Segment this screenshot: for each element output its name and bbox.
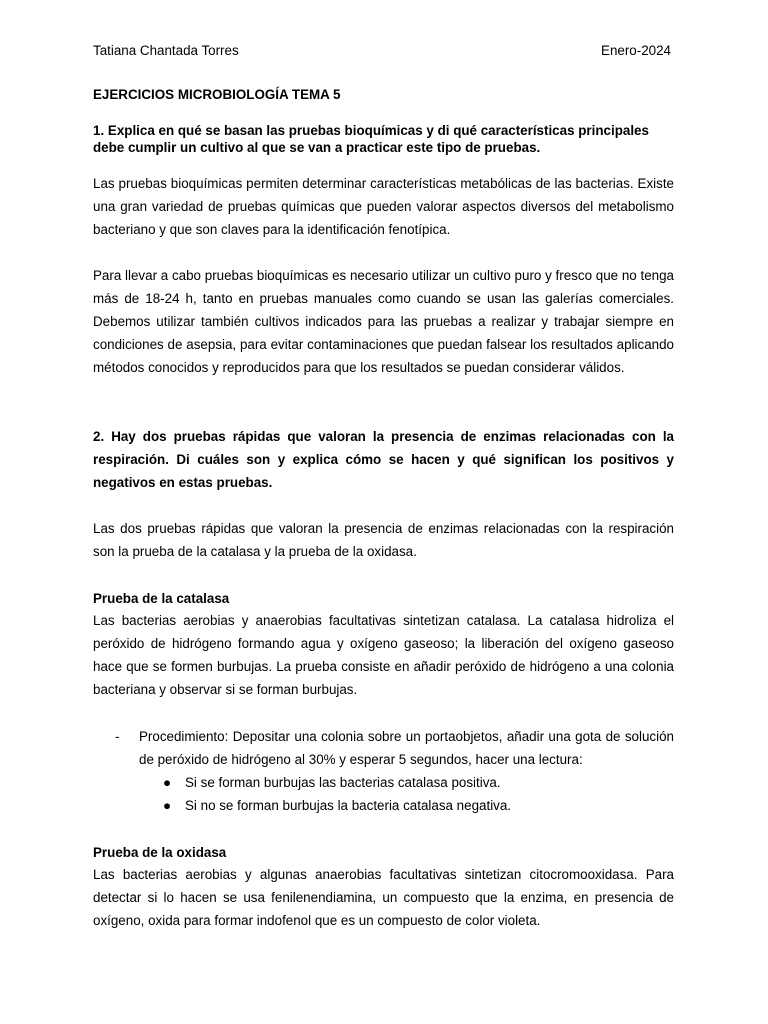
list-dash: - [115, 729, 120, 744]
question-2 [93, 425, 674, 494]
catalasa-heading: Prueba de la catalasa [93, 591, 230, 606]
document-page [93, 0, 674, 1024]
oxidasa-text [93, 863, 674, 932]
catalasa-results-list [163, 771, 663, 817]
catalasa-procedure [115, 725, 674, 771]
answer-1-paragraph-1 [93, 172, 674, 241]
question-text: 2. Hay dos pruebas rápidas que valoran la presencia de enzimas relacionadas con la respiración. Di cuáles son y explica cómo se hacen y qué significan los positivos y negativos en estas pruebas. [93, 429, 674, 490]
paragraph-text: Para llevar a cabo pruebas bioquímicas es necesario utilizar un cultivo puro y fresco que no tenga más de 18-24 h, tanto en pruebas manuales como cuando se usan las galerías comerciales. Debemos utilizar también cultivos indicados para las pruebas a realizar y trabajar siempre en condiciones de asepsia, para evitar contaminaciones que puedan falsear los resultados aplicando métodos conocidos y reproducidos para que los resultados se puedan considerar válidos. [93, 268, 674, 375]
answer-1-paragraph-2 [93, 264, 674, 379]
oxidasa-heading: Prueba de la oxidasa [93, 845, 227, 860]
list-item-text: Si no se forman burbujas la bacteria catalasa negativa. [185, 798, 512, 813]
header-author: Tatiana Chantada Torres [93, 43, 239, 58]
answer-2-intro [93, 517, 674, 563]
procedure-text: Procedimiento: Depositar una colonia sobre un portaobjetos, añadir una gota de solución de peróxido de hidrógeno al 30% y esperar 5 segundos, hacer una lectura: [139, 729, 674, 767]
paragraph-text: Las bacterias aerobias y anaerobias facultativas sintetizan catalasa. La catalasa hidroliza el peróxido de hidrógeno formando agua y oxígeno gaseoso; la liberación del oxígeno gaseoso hace que se formen burbujas. La prueba consiste en añadir peróxido de hidrógeno a una colonia bacteriana y observar si se forman burbujas. [93, 613, 674, 697]
paragraph-text: Las pruebas bioquímicas permiten determinar características metabólicas de las bacterias. Existe una gran variedad de pruebas químicas que pueden valorar aspectos diversos del metabolismo bacteriano y que son claves para la identificación fenotípica. [93, 176, 674, 237]
list-item [163, 794, 663, 817]
bullet-icon: ● [163, 775, 172, 790]
paragraph-text: Las dos pruebas rápidas que valoran la presencia de enzimas relacionadas con la respiración son la prueba de la catalasa y la prueba de la oxidasa. [93, 521, 674, 559]
document-title: EJERCICIOS MICROBIOLOGÍA TEMA 5 [93, 87, 341, 102]
paragraph-text: Las bacterias aerobias y algunas anaerobias facultativas sintetizan citocromooxidasa. Para detectar si lo hacen se usa fenilenendiamina, un compuesto que la enzima, en presencia de oxígeno, oxida para formar indofenol que es un compuesto de color violeta. [93, 867, 674, 928]
list-item [163, 771, 663, 794]
bullet-icon: ● [163, 798, 172, 813]
catalasa-text [93, 609, 674, 701]
header-date: Enero-2024 [601, 43, 671, 58]
page-header [93, 43, 674, 61]
question-1: 1. Explica en qué se basan las pruebas bioquímicas y di qué características principales debe cumplir un cultivo al que se van a practicar este tipo de pruebas. [93, 123, 649, 155]
list-item-text: Si se forman burbujas las bacterias catalasa positiva. [185, 775, 501, 790]
